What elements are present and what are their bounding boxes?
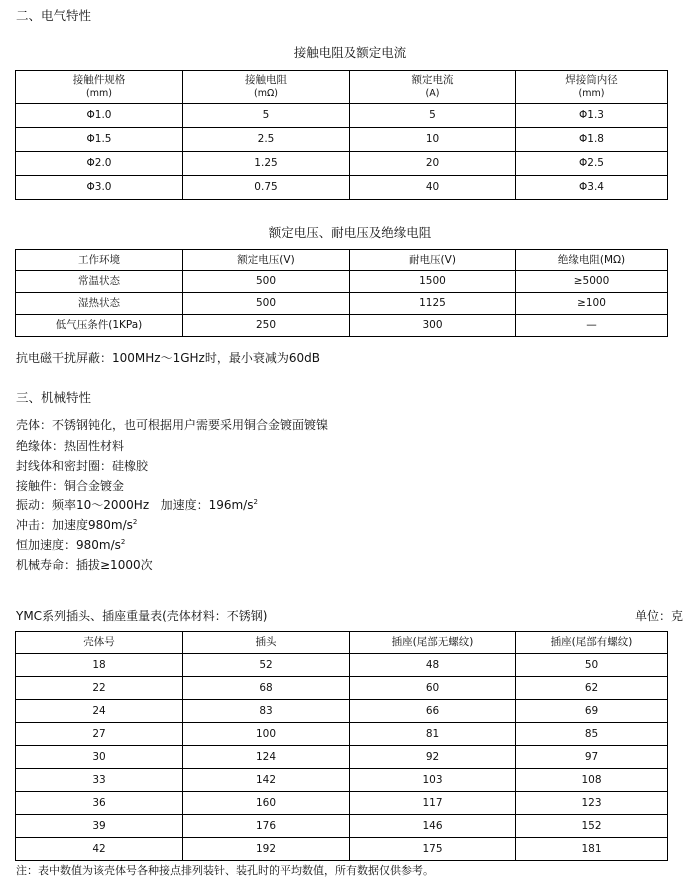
table-cell: 68 [183, 677, 350, 700]
table-cell: 500 [183, 293, 350, 315]
table-cell: Φ1.0 [16, 104, 183, 128]
mech-shock: 冲击：加速度$980m/s^2$ [16, 518, 138, 532]
table-cell: 192 [183, 838, 350, 861]
table-row [16, 746, 668, 769]
table-row [16, 104, 668, 128]
table-cell: 176 [183, 815, 350, 838]
header-cell: 插座(尾部有螺纹) [516, 632, 668, 654]
header-cell: 耐电压(V) [350, 250, 516, 271]
table-header-row [16, 632, 668, 654]
table-cell: 低气压条件(1KPa) [16, 315, 183, 337]
table-cell: 39 [16, 815, 183, 838]
table-cell: Φ1.5 [16, 128, 183, 152]
table-row [16, 293, 668, 315]
table-row [16, 271, 668, 293]
header-cell: 焊接筒内径 (mm) [516, 71, 668, 104]
table-row [16, 128, 668, 152]
table-cell: 250 [183, 315, 350, 337]
table-cell: 27 [16, 723, 183, 746]
header-cell: 接触件规格 (mm) [16, 71, 183, 104]
table-row [16, 769, 668, 792]
table-cell: 160 [183, 792, 350, 815]
table-cell: 湿热状态 [16, 293, 183, 315]
table-cell: 66 [350, 700, 516, 723]
table-cell: 40 [350, 176, 516, 200]
table-cell: 10 [350, 128, 516, 152]
table-cell: 92 [350, 746, 516, 769]
table-cell: 33 [16, 769, 183, 792]
table-cell: 142 [183, 769, 350, 792]
header-cell: 接触电阻 (mΩ) [183, 71, 350, 104]
table-cell: 36 [16, 792, 183, 815]
header-cell: 插座(尾部无螺纹) [350, 632, 516, 654]
table-row [16, 152, 668, 176]
table-cell: 48 [350, 654, 516, 677]
table-cell: Φ2.0 [16, 152, 183, 176]
table-cell: Φ3.4 [516, 176, 668, 200]
table1-caption: 接触电阻及额定电流 [293, 45, 407, 60]
table-cell: 60 [350, 677, 516, 700]
table-cell: 123 [516, 792, 668, 815]
table-cell: 300 [350, 315, 516, 337]
table-cell: 85 [516, 723, 668, 746]
table-cell: — [516, 315, 668, 337]
mech-shell: 壳体：不锈钢钝化，也可根据用户需要采用铜合金镀面镀镍 [16, 418, 329, 432]
table-row [16, 723, 668, 746]
table-row [16, 677, 668, 700]
footnote: 注：表中数值为该壳体号各种接点排列装针、装孔时的平均数值，所有数据仅供参考。 [16, 864, 434, 877]
header-cell: 额定电压(V) [183, 250, 350, 271]
mech-contact: 接触件：铜合金镀金 [16, 479, 125, 493]
header-cell: 工作环境 [16, 250, 183, 271]
table-row [16, 838, 668, 861]
table-cell: 100 [183, 723, 350, 746]
table-cell: Φ1.8 [516, 128, 668, 152]
table-cell: 5 [183, 104, 350, 128]
mech-seal: 封线体和密封圈：硅橡胶 [16, 459, 149, 473]
table-row [16, 792, 668, 815]
table-cell: 175 [350, 838, 516, 861]
table-cell: 62 [516, 677, 668, 700]
mech-insulator: 绝缘体：热固性材料 [16, 439, 125, 453]
header-cell: 绝缘电阻(MΩ) [516, 250, 668, 271]
table-row [16, 815, 668, 838]
table-cell: 146 [350, 815, 516, 838]
table-cell: 5 [350, 104, 516, 128]
table-cell: 2.5 [183, 128, 350, 152]
table-row [16, 700, 668, 723]
table-cell: Φ3.0 [16, 176, 183, 200]
table-cell: 42 [16, 838, 183, 861]
table-cell: 97 [516, 746, 668, 769]
table-row [16, 315, 668, 337]
table-cell: 常温状态 [16, 271, 183, 293]
table-cell: 103 [350, 769, 516, 792]
table-cell: 1125 [350, 293, 516, 315]
table-cell: 24 [16, 700, 183, 723]
weight-unit-label: 单位：克 [634, 609, 683, 623]
mech-vibration: 振动：频率10～2000Hz 加速度：$196m/s^2$ [16, 498, 258, 512]
table-cell: ≥5000 [516, 271, 668, 293]
mech-constant-acceleration: 恒加速度：$980m/s^2$ [16, 538, 126, 552]
section-mechanical-heading: 三、机械特性 [16, 390, 92, 405]
table-cell: 83 [183, 700, 350, 723]
table2-caption: 额定电压、耐电压及绝缘电阻 [268, 225, 432, 240]
table-cell: 0.75 [183, 176, 350, 200]
weight-table [15, 631, 668, 861]
table-cell: 108 [516, 769, 668, 792]
table-cell: 50 [516, 654, 668, 677]
section-electrical-heading: 二、电气特性 [16, 8, 92, 23]
table-cell: 69 [516, 700, 668, 723]
table-cell: ≥100 [516, 293, 668, 315]
table-cell: 500 [183, 271, 350, 293]
table-cell: 1500 [350, 271, 516, 293]
table-header-row [16, 71, 668, 104]
table-cell: Φ2.5 [516, 152, 668, 176]
contact-resistance-table [15, 70, 668, 200]
voltage-insulation-table [15, 249, 668, 337]
mech-life: 机械寿命：插拔≥1000次 [16, 558, 153, 572]
table-cell: 181 [516, 838, 668, 861]
table-cell: 152 [516, 815, 668, 838]
table-cell: Φ1.3 [516, 104, 668, 128]
table-row [16, 654, 668, 677]
table-cell: 18 [16, 654, 183, 677]
table-cell: 22 [16, 677, 183, 700]
table-cell: 20 [350, 152, 516, 176]
header-cell: 额定电流 (A) [350, 71, 516, 104]
table-cell: 81 [350, 723, 516, 746]
weight-table-title: YMC系列插头、插座重量表(壳体材料：不锈钢) [16, 609, 268, 623]
header-cell: 插头 [183, 632, 350, 654]
table-row [16, 176, 668, 200]
table-cell: 52 [183, 654, 350, 677]
table-cell: 30 [16, 746, 183, 769]
emi-shielding-note: 抗电磁干扰屏蔽：100MHz～1GHz时，最小衰减为60dB [16, 351, 320, 365]
table-cell: 124 [183, 746, 350, 769]
table-cell: 117 [350, 792, 516, 815]
table-cell: 1.25 [183, 152, 350, 176]
table-header-row [16, 250, 668, 271]
header-cell: 壳体号 [16, 632, 183, 654]
